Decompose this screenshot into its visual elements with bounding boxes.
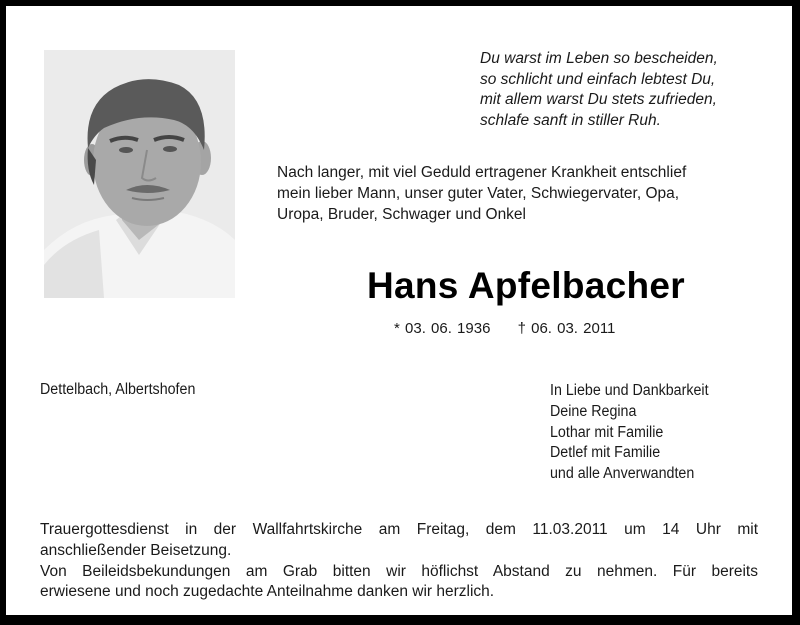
mourner-line: Detlef mit Familie <box>550 444 661 462</box>
mourner-line: Deine Regina <box>550 402 637 420</box>
intro-line: Nach langer, mit viel Geduld ertragener Krankheit entschlief <box>277 164 687 181</box>
poem-line: Du warst im Leben so bescheiden, <box>480 50 718 67</box>
poem-line: schlafe sanft in stiller Ruh. <box>480 111 661 129</box>
portrait-photo <box>44 50 235 298</box>
mourner-line: und alle Anverwandten <box>550 465 695 483</box>
service-notice <box>40 520 758 603</box>
notice-line: erwiesene und noch zugedachte Anteilnahme danken wir herzlich. <box>40 583 495 601</box>
notice-line: Trauergottesdienst in der Wallfahrtskirche am Freitag, dem 11.03.2011 um 14 Uhr mit <box>40 521 758 538</box>
mourners-list <box>550 381 709 485</box>
intro-line: Uropa, Bruder, Schwager und Onkel <box>277 206 526 223</box>
life-dates <box>394 320 615 337</box>
mourner-line: In Liebe und Dankbarkeit <box>550 382 709 399</box>
obituary-card <box>6 6 792 615</box>
place-of-residence: Dettelbach, Albertshofen <box>40 381 196 398</box>
death-date: † 06. 03. 2011 <box>517 320 616 337</box>
poem-line: so schlicht und einfach lebtest Du, <box>480 70 716 88</box>
birth-date: * 03. 06. 1936 <box>394 320 491 337</box>
mourner-line: Lothar mit Familie <box>550 423 664 441</box>
intro-line: mein lieber Mann, unser guter Vater, Schwiegervater, Opa, <box>277 185 680 202</box>
notice-line: anschließender Beisetzung. <box>40 541 232 559</box>
notice-line: Von Beileidsbekundungen am Grab bitten wir höflichst Abstand zu nehmen. Für bereits <box>40 562 758 580</box>
poem-line: mit allem warst Du stets zufrieden, <box>480 91 717 108</box>
poem-verse <box>480 49 718 131</box>
intro-text <box>277 162 686 225</box>
deceased-name: Hans Apfelbacher <box>366 265 686 306</box>
